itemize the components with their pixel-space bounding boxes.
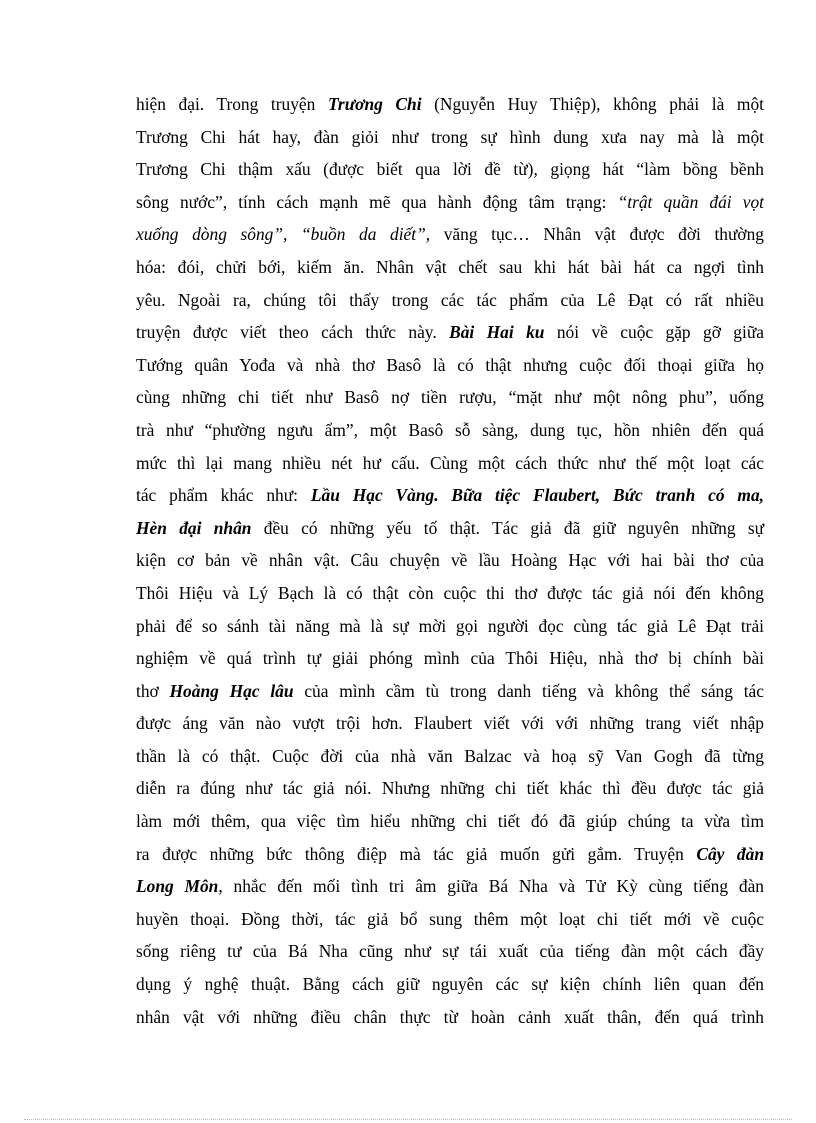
body-paragraph — [136, 88, 764, 1033]
text-run: làm mới thêm, qua việc tìm hiểu những chi tiết đó đã giúp chúng ta vừa tìm — [136, 811, 764, 832]
text-run: văng tục… Nhân vật được đời thường — [430, 224, 764, 245]
emphasized-title: Hèn đại nhân — [136, 517, 252, 538]
text-run: trà như “phường ngưu ẩm”, một Basô sỗ sàng, dung tục, hồn nhiên đến quá — [136, 419, 764, 440]
text-run: phải để so sánh tài năng mà là sự mời gọi người đọc cùng tác giả Lê Đạt trải — [136, 615, 764, 636]
text-line — [136, 121, 764, 154]
text-line — [136, 968, 764, 1001]
text-run: sông nước”, tính cách mạnh mẽ qua hành động tâm trạng: — [136, 191, 618, 212]
text-line — [136, 838, 764, 871]
emphasized-title: Hoàng Hạc lâu — [169, 680, 294, 701]
text-run: tác phẩm khác như: — [136, 485, 311, 506]
text-line — [136, 381, 764, 414]
text-run: nói về cuộc gặp gỡ giữa — [544, 322, 764, 343]
emphasized-title: xuống dòng sông”, “buồn da diết”, — [136, 224, 431, 245]
text-run: yêu. Ngoài ra, chúng tôi thấy trong các tác phẩm của Lê Đạt có rất nhiều — [136, 289, 764, 310]
text-line — [136, 512, 764, 545]
text-run: thần là có thật. Cuộc đời của nhà văn Balzac và hoạ sỹ Van Gogh đã từng — [136, 745, 764, 766]
text-run: được áng văn nào vượt trội hơn. Flaubert viết với với những trang viết nhập — [136, 713, 764, 734]
text-run: truyện được viết theo cách thức này. — [136, 322, 450, 343]
text-run: hóa: đói, chửi bới, kiếm ăn. Nhân vật chết sau khi hát bài hát ca ngợi tình — [136, 256, 764, 277]
page-break-line — [24, 1119, 792, 1120]
text-run: ra được những bức thông điệp mà tác giả muốn gửi gắm. Truyện — [136, 843, 697, 864]
text-line — [136, 349, 764, 382]
text-run: nghiệm về quá trình tự giải phóng mình của Thôi Hiệu, nhà thơ bị chính bài — [136, 648, 764, 669]
text-line — [136, 284, 764, 317]
text-run: của mình cầm tù trong danh tiếng và không thể sáng tác — [293, 680, 764, 701]
text-run: kiện cơ bản về nhân vật. Câu chuyện về lầu Hoàng Hạc với hai bài thơ của — [136, 550, 764, 571]
text-run: diễn ra đúng như tác giả nói. Nhưng những chi tiết khác thì đều được tác giả — [136, 778, 764, 799]
text-run: mức thì lại mang nhiều nét hư cấu. Cùng một cách thức như thế một loạt các — [136, 452, 764, 473]
text-line — [136, 707, 764, 740]
text-line — [136, 642, 764, 675]
text-line — [136, 88, 764, 121]
emphasized-title: “trật quần đái vọt — [617, 191, 765, 212]
text-line — [136, 577, 764, 610]
text-line — [136, 251, 764, 284]
text-line — [136, 805, 764, 838]
text-run: hiện đại. Trong truyện — [136, 94, 328, 114]
text-line — [136, 772, 764, 805]
text-run: huyền thoại. Đồng thời, tác giả bổ sung thêm một loạt chi tiết mới về cuộc — [136, 908, 764, 929]
text-line — [136, 447, 764, 480]
text-run: Tướng quân Yođa và nhà thơ Basô là có thật nhưng cuộc đối thoại giữa họ — [136, 354, 764, 375]
text-run: sống riêng tư của Bá Nha cũng như sự tái xuất của tiếng đàn một cách đầy — [136, 941, 764, 962]
text-run: đều có những yếu tố thật. Tác giả đã giữ nguyên những sự — [251, 517, 765, 538]
text-run: (Nguyễn Huy Thiệp), không phải là một — [421, 94, 764, 114]
text-line — [136, 740, 764, 773]
emphasized-title: Cây đàn — [696, 843, 764, 864]
text-line — [136, 218, 764, 251]
text-run: Trương Chi thậm xấu (được biết qua lời đề từ), giọng hát “làm bồng bềnh — [136, 159, 764, 180]
text-line — [136, 675, 764, 708]
emphasized-title: Bài Hai ku — [449, 322, 545, 343]
text-line — [136, 544, 764, 577]
emphasized-title: Trương Chi — [327, 94, 422, 114]
text-line — [136, 479, 764, 512]
text-run: Trương Chi hát hay, đàn giỏi như trong sự hình dung xưa nay mà là một — [136, 126, 764, 147]
text-line — [136, 870, 764, 903]
text-run: nhân vật với những điều chân thực từ hoàn cảnh xuất thân, đến quá trình — [136, 1006, 764, 1027]
text-line — [136, 153, 764, 186]
text-line — [136, 1001, 764, 1034]
text-line — [136, 903, 764, 936]
text-run: Thôi Hiệu và Lý Bạch là có thật còn cuộc thi thơ được tác giả nói đến không — [136, 582, 764, 603]
text-line — [136, 414, 764, 447]
text-line — [136, 186, 764, 219]
text-line — [136, 935, 764, 968]
text-run: thơ — [136, 680, 170, 701]
text-run: , nhắc đến mối tình tri âm giữa Bá Nha và Tử Kỳ cùng tiếng đàn — [218, 876, 764, 897]
text-run: cùng những chi tiết như Basô nợ tiền rượu, “mặt như một nông phu”, uống — [136, 387, 764, 408]
emphasized-title: Lầu Hạc Vàng. Bữa tiệc Flaubert, Bức tranh có ma, — [310, 485, 764, 506]
text-line — [136, 610, 764, 643]
emphasized-title: Long Môn — [136, 876, 219, 897]
text-run: dụng ý nghệ thuật. Bằng cách giữ nguyên các sự kiện chính liên quan đến — [136, 974, 764, 995]
text-line — [136, 316, 764, 349]
